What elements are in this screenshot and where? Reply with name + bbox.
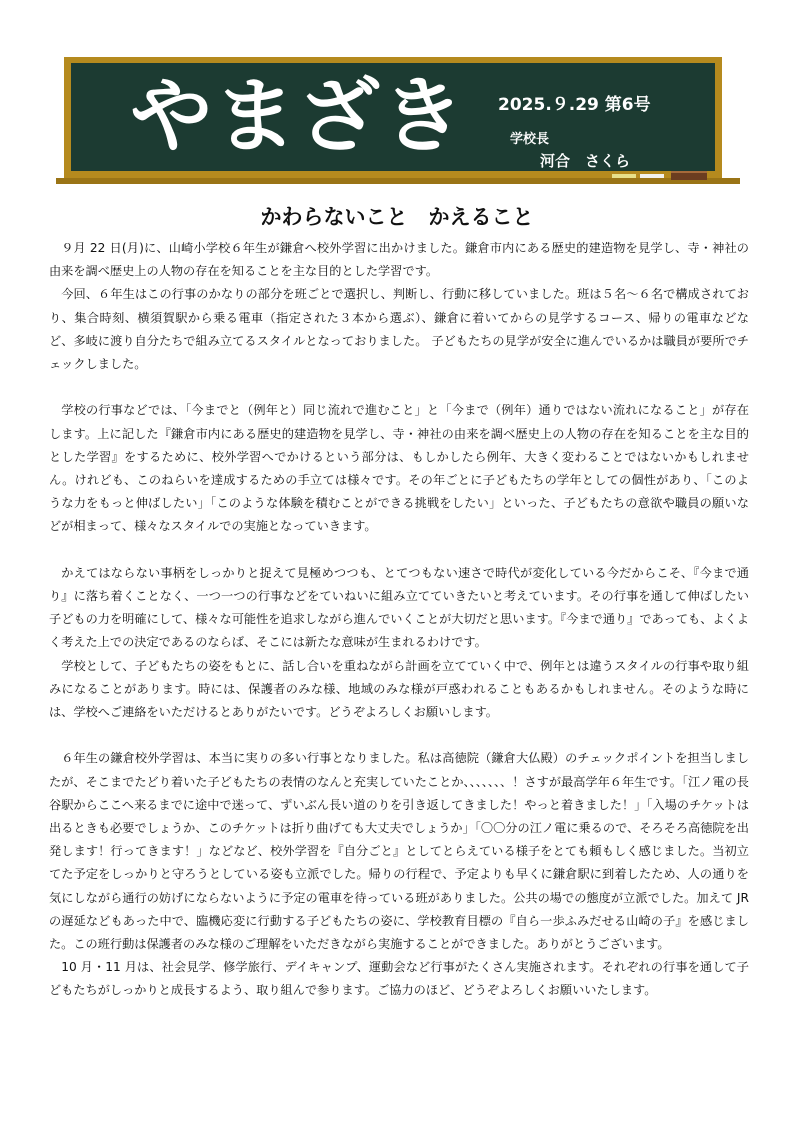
eraser-icon: [671, 171, 707, 180]
principal-name: 河合 さくら: [540, 152, 631, 170]
paragraph-field-trip-intro: ９月 22 日(月)に、山崎小学校６年生が鎌倉へ校外学習に出かけました。鎌倉市内にある歴史的建造物を見学し、寺・神社の由来を調べ歴史上の人物の存在を知ることを主な目的とした学習です。: [49, 241, 749, 279]
article-headline: かわらないこと かえること: [260, 205, 534, 229]
chalk-ledge: [56, 178, 740, 184]
paragraph-upcoming-events: 10 月・11 月は、社会見学、修学旅行、デイキャンプ、運動会など行事がたくさん実施されます。それぞれの行事を通して子どもたちがしっかりと成長するよう、取り組んで参ります。ご協力のほど、どうぞよろしくお願いいたします。: [49, 960, 749, 998]
yellow-chalk-icon: [612, 174, 636, 178]
paragraph-careful-planning: かえてはならない事柄をしっかりと捉えて見極めつつも、とてつもない速さで時代が変化している今だからこそ、『今まで通り』に落ち着くことなく、一つ一つの行事などをていねいに組み立てていきたいと考えています。その行事を通して伸ばしたい子どもの力を明確にして、様々な可能性を追求しながら進んでいくことが大切だと思います。『今まで通り』であっても、よくよく考えた上での決定であるのならば、そこには新たな意味が生まれるわけです。: [49, 565, 749, 650]
paragraph-trip-report: ６年生の鎌倉校外学習は、本当に実りの多い行事となりました。私は高徳院（鎌倉大仏殿）のチェックポイントを担当しましたが、そこまでたどり着いた子どもたちの表情のなんと充実していたことか、、、、、、、！さすが最高学年６年生です。「江ノ電の長谷駅からここへ来るまでに途中で迷って、ずいぶん長い道のりを引き返してきました！やっと着きました！」「入場のチケットは出るときも必要でしょうか、このチケットは折り曲げても大丈夫でしょうか」「〇〇分の江ノ電に乗るので、そろそろ高徳院を出発します！行ってきます！」などなど、校外学習を『自分ごと』としてとらえている様子をとても頼もしく感じました。当初立てた予定をしっかりと守ろうとしている姿も立派でした。帰りの行程で、予定よりも早くに鎌倉駅に到着したため、人の通りを気にしながら通行の妨げにならないように予定の電車を待っている班がありました。公共の場での態度が立派でした。加えて JR の遅延などもあった中で、臨機応変に行動する子どもたちの姿に、学校教育目標の『自ら一歩ふみだせる山崎の子』を感じました。この班行動は保護者のみな様のご理解をいただきながら実施することができました。ありがとうございます。: [49, 751, 749, 952]
article-body: [49, 237, 749, 1003]
paragraph-tradition-change: 学校の行事などでは、「今までと（例年と）同じ流れで進むこと」と「今まで（例年）通りではない流れになること」が存在します。上に記した『鎌倉市内にある歴史的建造物を見学し、寺・神社の由来を調べ歴史上の人物の存在を知ることを主な目的とした学習』をするために、校外学習へでかけるという部分は、もしかしたら例年、大きく変わることではないかもしれません。けれども、このねらいを達成するための手立ては様々です。その年ごとに子どもたちの学年としての個性があり、「このような力をもっと伸ばしたい」「このような体験を積むことができる挑戦をしたい」といった、子どもたちの意欲や職員の願いなどが相まって、様々なスタイルでの実施となっていきます。: [49, 403, 749, 534]
paragraph-contact-request: 学校として、子どもたちの姿をもとに、話し合いを重ねながら計画を立てていく中で、例年とは違うスタイルの行事や取り組みになることがあります。時には、保護者のみな様、地域のみな様が戸惑われることもあるかもしれません。そのような時には、学校へご連絡をいただけるとありがたいです。どうぞよろしくお願いします。: [49, 658, 749, 720]
newsletter-title: やまざき: [130, 69, 467, 164]
issue-date-number: 2025.９.29 第6号: [498, 95, 651, 115]
principal-role: 学校長: [510, 132, 550, 147]
paragraph-group-planning: 今回、６年生はこの行事のかなりの部分を班ごとで選択し、判断し、行動に移していました。班は５名～６名で構成されており、集合時刻、横須賀駅から乗る電車（指定された３本から選ぶ）、鎌倉に着いてからの見学するコース、帰りの電車などなど、多岐に渡り自分たちで組み立てるスタイルとなっておりました。 子どもたちの見学が安全に進んでいるかは職員が要所でチェックしました。: [49, 287, 749, 372]
white-chalk-icon: [640, 174, 664, 178]
